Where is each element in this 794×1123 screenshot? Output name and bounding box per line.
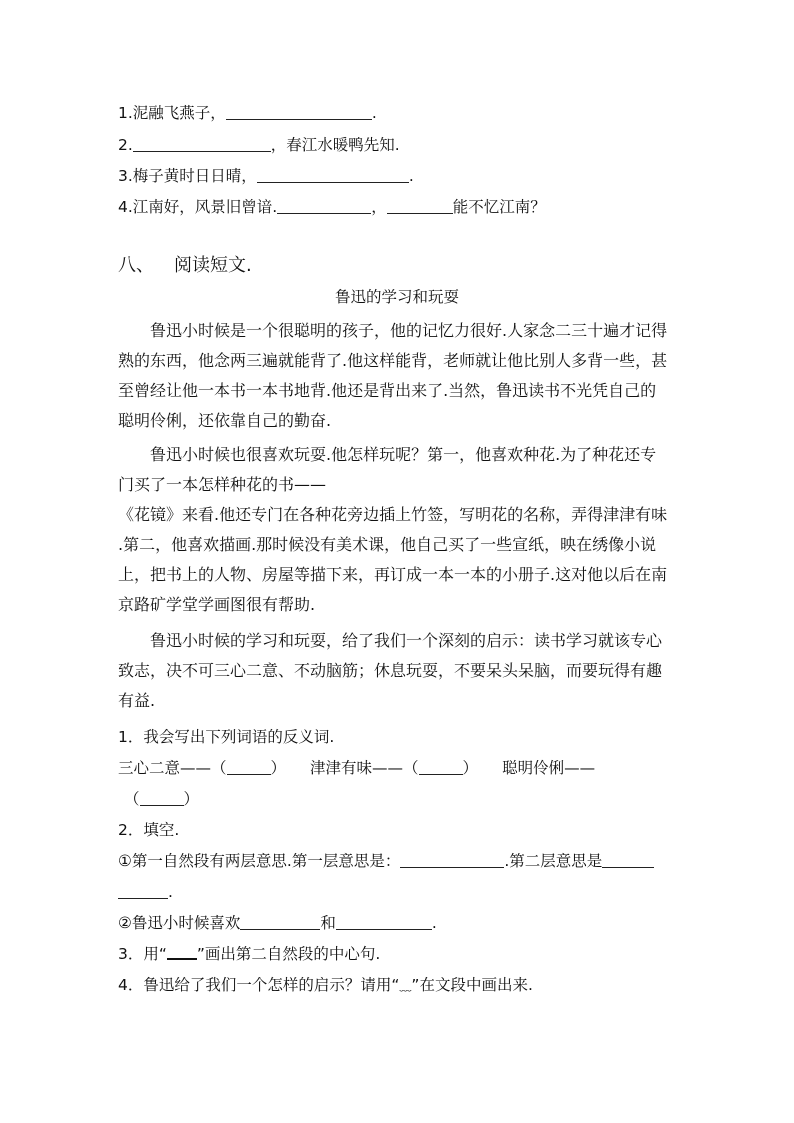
straight-underline-mark: [167, 944, 197, 960]
antonym-prompt: 三心二意——（: [118, 759, 227, 777]
answer-blank[interactable]: [387, 197, 453, 214]
question-number: 1.: [118, 104, 133, 122]
text-line: 鲁迅小时候也很喜欢玩耍.他怎样玩呢？第一，他喜欢种花.为了种花还专: [150, 445, 657, 464]
period: .: [431, 914, 437, 932]
answer-blank[interactable]: [336, 913, 432, 930]
fill-in-prompt: 和: [320, 914, 336, 932]
question-number: 2.: [118, 136, 133, 154]
fill-in-prompt: ②鲁迅小时候喜欢: [118, 914, 241, 932]
text-line: 上，把书上的人物、房屋等描下来，再订成一本一本的小册子.这对他以后在南: [118, 565, 668, 584]
question-1-heading: 1．我会写出下列词语的反义词.: [118, 728, 335, 746]
fill-in-prompt: .第二层意思是: [504, 852, 603, 870]
question-4: [118, 975, 533, 996]
text-line: 至曾经让他一本书一本书地背.他还是背出来了.当然，鲁迅读书不光凭自己的: [118, 381, 657, 400]
poem-line: 泥融飞燕子，: [132, 104, 226, 122]
passage-paragraph-1: [118, 316, 678, 436]
text-line: 《花镜》来看.他还专门在各种花旁边插上竹签，写明花的名称，弄得津津有味: [118, 505, 668, 524]
text-line: 熟的东西，他念两三遍就能背了.他这样能背，老师就让他比别人多背一些，甚: [118, 351, 668, 370]
answer-blank[interactable]: [226, 103, 372, 120]
text-line: 鲁迅小时候是一个很聪明的孩子，他的记忆力很好.人家念二三十遍才记得: [150, 321, 668, 340]
poem-line: 能不忆江南？: [452, 198, 546, 216]
wavy-line-mark: ﹏: [399, 979, 412, 993]
question-text: ”画出第二自然段的中心句.: [196, 945, 381, 963]
passage-paragraph-3: [118, 626, 678, 716]
question-3: [118, 944, 380, 964]
antonym-prompt: 聪明伶俐——: [502, 759, 596, 777]
answer-blank[interactable]: [257, 166, 409, 183]
poem-line: 梅子黄时日日晴，: [132, 167, 257, 185]
answer-blank[interactable]: [419, 758, 463, 775]
fill-in-1-continued: [118, 882, 173, 902]
poem-line: 江南好，风景旧曾谙.: [132, 198, 278, 216]
text-line: 京路矿学堂学画图很有帮助.: [118, 595, 316, 614]
fill-in-1: [118, 851, 654, 871]
text-line: 致志，决不可三心二意、不动脑筋；休息玩耍，不要呆头呆脑，而要玩得有趣: [118, 661, 663, 680]
question-text: 3．用“: [118, 945, 167, 963]
section-label: 阅读短文.: [174, 255, 252, 276]
paren-close: ）: [183, 790, 200, 808]
text-line: 聪明伶俐，还依靠自己的勤奋.: [118, 411, 332, 430]
passage-title: 鲁迅的学习和玩耍: [334, 288, 459, 306]
period: .: [371, 104, 377, 122]
question-number: 4.: [118, 198, 133, 216]
answer-blank[interactable]: [118, 882, 168, 899]
question-text: ”在文段中画出来.: [411, 976, 533, 994]
text-line: .第二，他喜欢描画.那时候没有美术课，他自己买了一些宣纸，映在绣像小说: [118, 535, 657, 554]
poem-question-2: [118, 135, 400, 155]
antonym-row-continued: [124, 789, 199, 809]
passage-paragraph-2: [118, 440, 678, 620]
answer-blank[interactable]: [227, 758, 271, 775]
answer-blank[interactable]: [400, 851, 504, 868]
fill-in-prompt: ①第一自然段有两层意思.第一层意思是：: [118, 852, 401, 870]
text-line: 门买了一本怎样种花的书——: [118, 475, 327, 494]
paren-close: ）: [462, 759, 479, 777]
paren-close: ）: [270, 759, 287, 777]
comma: ，: [371, 198, 387, 216]
antonym-row: [118, 758, 595, 778]
section-number: 八、: [118, 255, 154, 276]
question-text: 4．鲁迅给了我们一个怎样的启示？请用“: [118, 976, 400, 994]
text-line: 鲁迅小时候的学习和玩耍，给了我们一个深刻的启示：读书学习就该专心: [150, 631, 663, 650]
period: .: [408, 167, 414, 185]
answer-blank[interactable]: [602, 851, 654, 868]
fill-in-2: [118, 913, 437, 933]
section-heading: [118, 254, 252, 278]
text-line: 有益.: [118, 691, 156, 710]
poem-line: ，春江水暖鸭先知.: [270, 136, 400, 154]
poem-question-4: [118, 197, 546, 217]
answer-blank[interactable]: [133, 135, 271, 152]
answer-blank[interactable]: [240, 913, 320, 930]
question-number: 3.: [118, 167, 133, 185]
period: .: [168, 883, 173, 901]
answer-blank[interactable]: [140, 789, 184, 806]
question-2-heading: 2．填空.: [118, 821, 180, 839]
poem-question-3: [118, 166, 414, 186]
answer-blank[interactable]: [277, 197, 371, 214]
paren-open: （: [124, 790, 140, 808]
antonym-prompt: 津津有味——（: [310, 759, 419, 777]
poem-question-1: [118, 103, 377, 123]
